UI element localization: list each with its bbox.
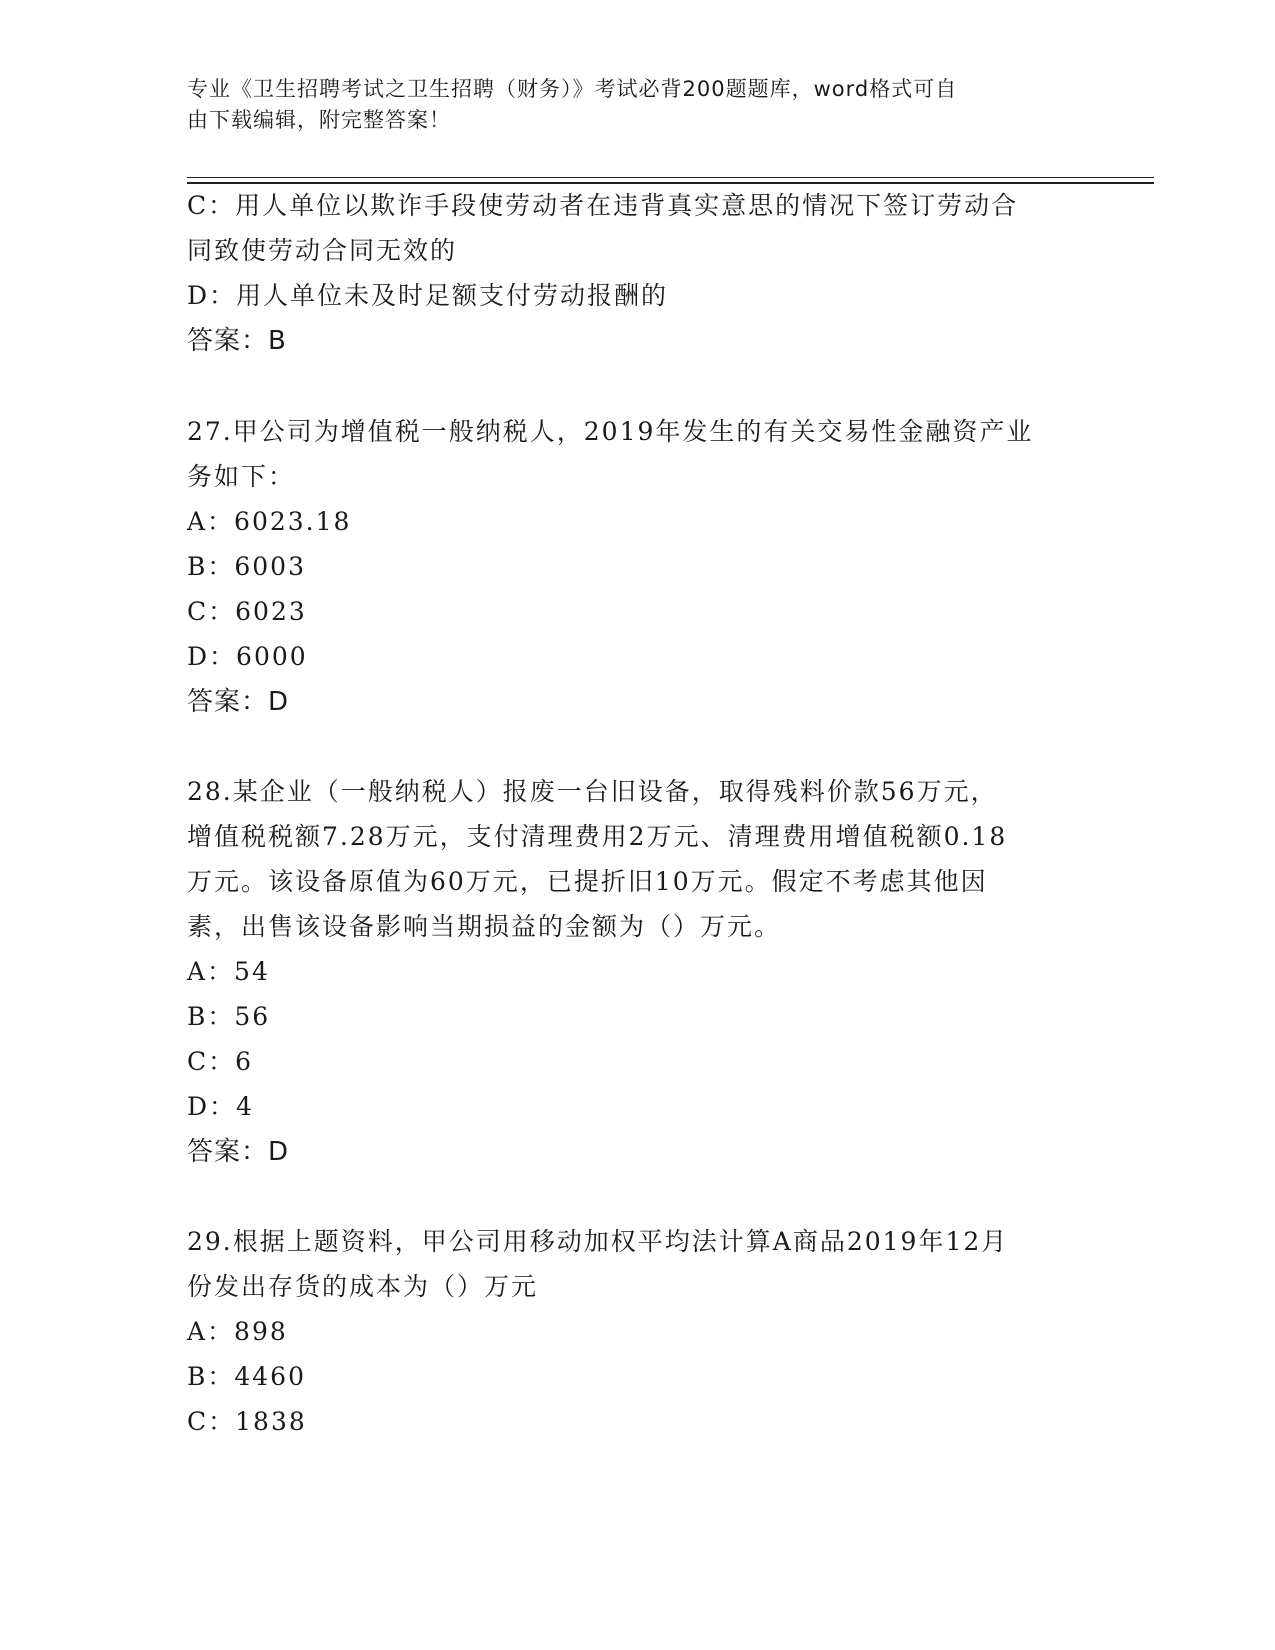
- q29-stem-line-1: 29.根据上题资料，甲公司用移动加权平均法计算A商品2019年12月: [187, 1227, 1009, 1256]
- q27-option-b: B：6003: [187, 552, 306, 581]
- q26-option-d: D：用人单位未及时足额支付劳动报酬的: [187, 281, 669, 310]
- q26-option-c-line-2: 同致使劳动合同无效的: [187, 236, 458, 265]
- header-divider-bottom: [187, 182, 1154, 184]
- q26-option-c-line-1: C：用人单位以欺诈手段使劳动者在违背真实意思的情况下签订劳动合: [187, 191, 1019, 220]
- q27-option-a: A：6023.18: [187, 507, 352, 536]
- q28-stem-line-2: 增值税税额7.28万元，支付清理费用2万元、清理费用增值税额0.18: [187, 822, 1008, 851]
- q28-option-c: C：6: [187, 1047, 254, 1076]
- q26-answer: 答案：B: [187, 326, 287, 356]
- q27-option-d: D：6000: [187, 642, 308, 671]
- q28-option-a: A：54: [187, 957, 270, 986]
- q27-option-c: C：6023: [187, 597, 307, 626]
- q28-stem-line-3: 万元。该设备原值为60万元，已提折旧10万元。假定不考虑其他因: [187, 867, 988, 896]
- q28-answer: 答案：D: [187, 1137, 290, 1167]
- q28-stem-line-4: 素，出售该设备影响当期损益的金额为（）万元。: [187, 912, 782, 941]
- document-header: [187, 74, 1067, 136]
- q29-option-c: C：1838: [187, 1407, 307, 1436]
- q28-stem-line-1: 28.某企业（一般纳税人）报废一台旧设备，取得残料价款56万元，: [187, 777, 998, 806]
- header-divider-top: [187, 177, 1154, 178]
- q27-answer: 答案：D: [187, 687, 290, 717]
- q28-option-b: B：56: [187, 1002, 271, 1031]
- q28-option-d: D：4: [187, 1092, 254, 1121]
- header-line-1: 专业《卫生招聘考试之卫生招聘（财务）》考试必背200题题库，word格式可自: [187, 77, 958, 101]
- q29-option-a: A：898: [187, 1317, 288, 1346]
- q27-stem-line-2: 务如下：: [187, 462, 296, 491]
- q29-option-b: B：4460: [187, 1362, 306, 1391]
- header-line-2: 由下载编辑，附完整答案！: [187, 108, 451, 132]
- q29-stem-line-2: 份发出存货的成本为（）万元: [187, 1272, 539, 1301]
- q27-stem-line-1: 27.甲公司为增值税一般纳税人，2019年发生的有关交易性金融资产业: [187, 417, 1034, 446]
